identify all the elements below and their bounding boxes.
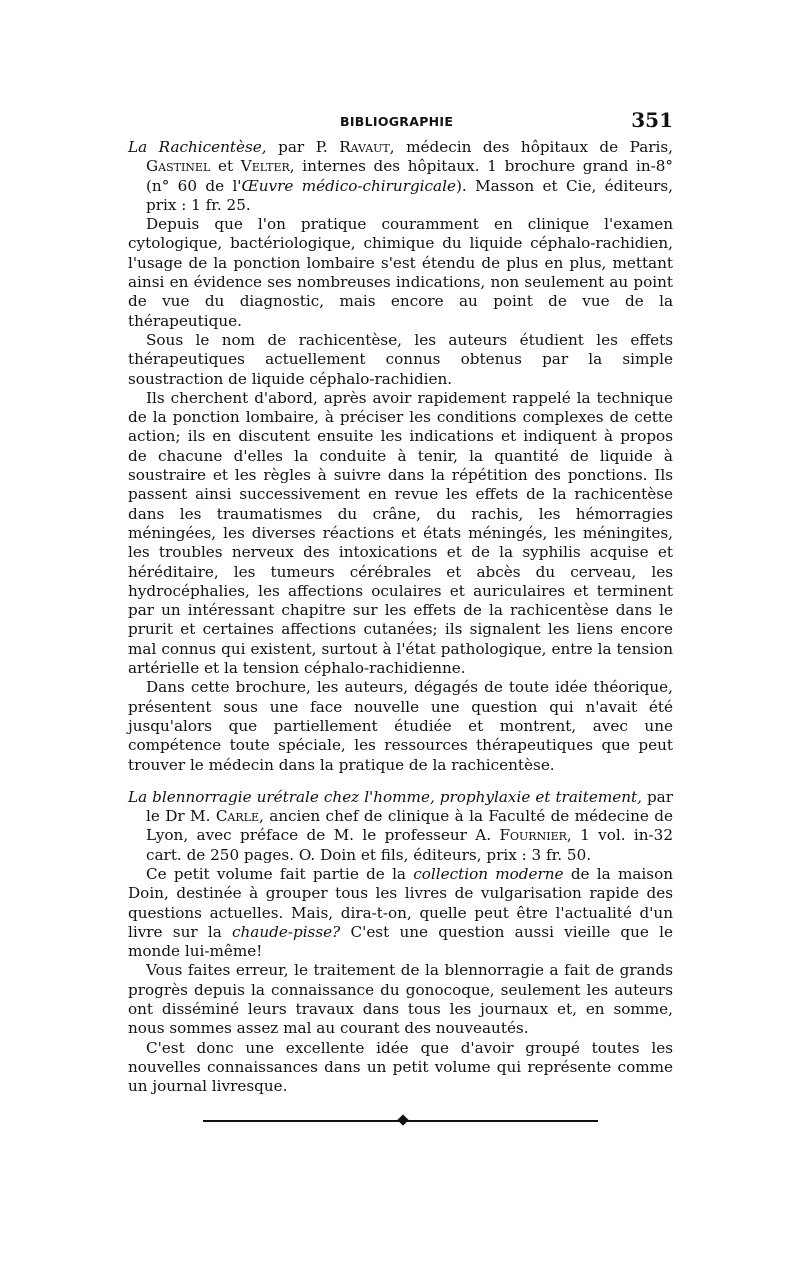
coauthor-name: Velter xyxy=(240,157,290,176)
diamond-icon xyxy=(397,1114,408,1125)
review-heading: La Rachicentèse, par P. Ravaut, médecin des hôpitaux de Paris, Gastinel et Velter, internes des hôpitaux. 1 brochure grand in-8° (n° 60 de l'Œuvre médico-chirurgicale). Masson et Cie, éditeurs, prix : 1 fr. 25. xyxy=(128,138,674,214)
author-name: Ravaut xyxy=(339,138,390,156)
running-head xyxy=(128,108,673,138)
review-blennorragie xyxy=(128,788,673,1097)
page-number: 351 xyxy=(631,108,673,132)
paragraph: Sous le nom de rachicentèse, les auteurs étudient les effets thérapeutiques actuellement connus obtenus par la simple soustraction de liquide céphalo-rachidien. xyxy=(128,330,673,388)
review-heading: La blennorragie urétrale chez l'homme, prophylaxie et traitement, par le Dr M. Carle, ancien chef de clinique à la Faculté de médecine de Lyon, avec préface de M. le professeur A. Fournier, 1 vol. in-32 cart. de 250 pages. O. Doin et fils, éditeurs, prix : 3 fr. 50. xyxy=(128,787,674,864)
series-title: Œuvre médico-chirurgicale xyxy=(241,176,456,195)
author-name: Carle xyxy=(215,807,259,826)
running-head-title: BIBLIOGRAPHIE xyxy=(340,114,454,129)
paragraph: Ils cherchent d'abord, après avoir rapidement rappelé la technique de la ponction lombaire, à préciser les conditions complexes de cette action; ils en discutent ensuite les indications et indiquent à propos de chacune d'elles la conduite à tenir, la quantité de liquide à soustraire et les règles à suivre dans la répétition des ponctions. Ils passent ainsi successivement en revue les effets de la rachicentèse dans les traumatismes du crâne, du rachis, les hémorragies méningées, les diverses réactions et états méningés, les méningites, les troubles nerveux des intoxications et de la syphilis acquise et héréditaire, les tumeurs cérébrales et abcès du cerveau, les hydrocéphalies, les affections oculaires et auriculaires et terminent par un intéressant chapitre sur les effets de la rachicentèse dans le prurit et certaines affections cutanées; ils signalent les liens encore mal connus qui existent, surtout à l'état pathologique, entre la tension artérielle et la tension céphalo-rachidienne. xyxy=(128,388,673,678)
coauthor-name: Gastinel xyxy=(146,157,211,176)
paragraph: Dans cette brochure, les auteurs, dégagés de toute idée théorique, présentent sous une face nouvelle une question qui n'avait été jusqu'alors que partiellement étudiée et montrent, avec une compétence toute spéciale, les ressources thérapeutiques que peut trouver le médecin dans la pratique de la rachicentèse. xyxy=(128,678,673,774)
book-title: La Rachicentèse, xyxy=(128,138,267,156)
paragraph: C'est donc une excellente idée que d'avoir groupé toutes les nouvelles connaissances dans un petit volume qui représente comme un journal livresque. xyxy=(128,1038,673,1096)
book-title: La blennorragie urétrale chez l'homme, prophylaxie et traitement, xyxy=(128,787,642,806)
review-rachicentese xyxy=(128,138,673,775)
section-end-ornament xyxy=(203,1115,598,1127)
paragraph: Ce petit volume fait partie de la collection moderne de la maison Doin, destinée à grouper tous les livres de vulgarisation rapide des questions actuelles. Mais, dira-t-on, quelle peut être l'actualité d'un livre sur la chaude-pisse? C'est une question aussi vieille que le monde lui-même! xyxy=(128,864,674,961)
paragraph: Vous faites erreur, le traitement de la blennorragie a fait de grands progrès depuis la connaissance du gonocoque, seulement les auteurs ont disséminé leurs travaux dans tous les journaux et, en somme, nous sommes assez mal au courant des nouveautés. xyxy=(128,961,673,1038)
page xyxy=(128,108,673,1127)
prefacer-name: Fournier xyxy=(499,826,567,845)
paragraph: Depuis que l'on pratique couramment en clinique l'examen cytologique, bactériologique, chimique du liquide céphalo-rachidien, l'usage de la ponction lombaire s'est étendu de plus en plus, mettant ainsi en évidence ses nombreuses indications, non seulement au point de vue du diagnostic, mais encore au point de vue de la thérapeutique. xyxy=(128,215,673,330)
